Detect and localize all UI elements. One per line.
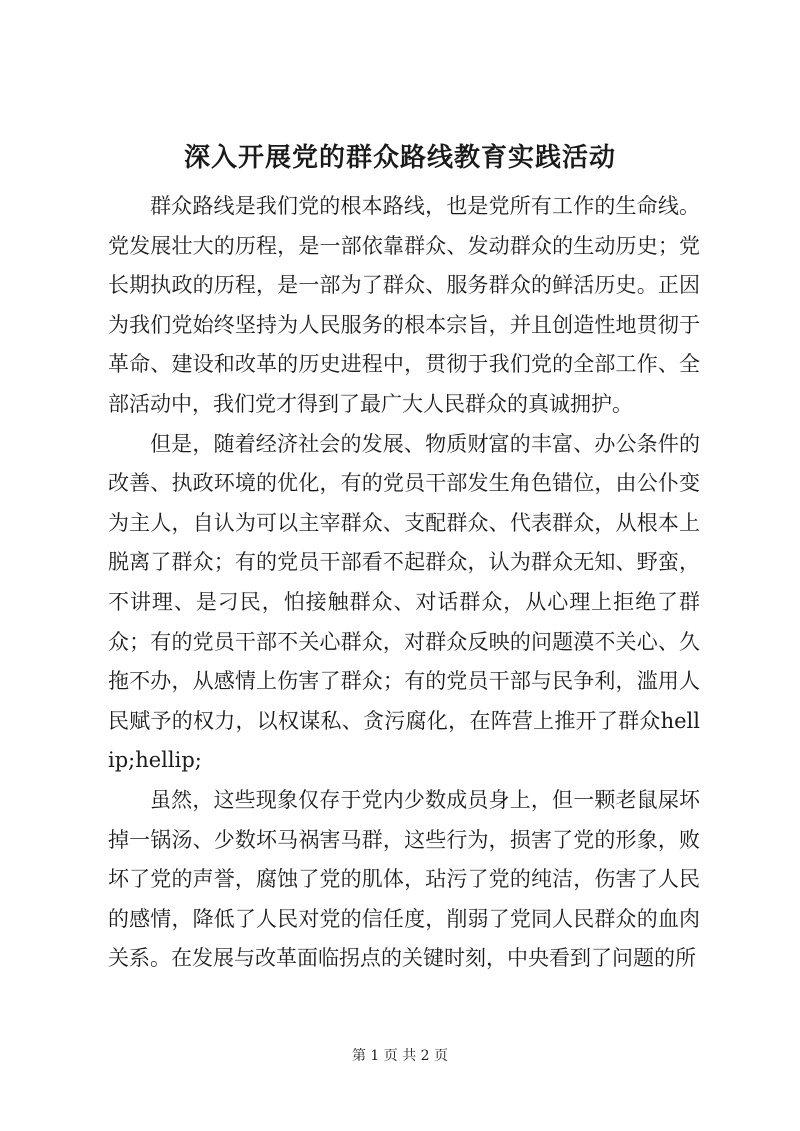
document-title: 深入开展党的群众路线教育实践活动 [183, 143, 616, 173]
page-number-footer: 第 1 页 共 2 页 [351, 1048, 449, 1064]
paragraph-3: 虽然，这些现象仅存于党内少数成员身上，但一颗老鼠屎坏掉一锅汤、少数坏马祸害马群，这些行为，损害了党的形象，败坏了党的声誉，腐蚀了党的肌体，玷污了党的纯洁，伤害了人民的感情，降低了人民对党的信任度，削弱了党同人民群众的血肉关系。在发展与改革面临拐点的关键时刻，中央看到了问题的所 [108, 787, 700, 971]
paragraph-2: 但是，随着经济社会的发展、物质财富的丰富、办公条件的改善、执政环境的优化，有的党员干部发生角色错位，由公仆变为主人，自认为可以主宰群众、支配群众、代表群众，从根本上脱离了群众；有的党员干部看不起群众，认为群众无知、野蛮，不讲理、是刁民，怕接触群众、对话群众，从心理上拒绝了群众；有的党员干部不关心群众，对群众反映的问题漠不关心、久拖不办，从感情上伤害了群众；有的党员干部与民争利，滥用人民赋予的权力，以权谋私、贪污腐化，在阵营上推开了群众hellip;hellip; [108, 431, 700, 773]
document-body [108, 187, 700, 979]
paragraph-1: 群众路线是我们党的根本路线，也是党所有工作的生命线。党发展壮大的历程，是一部依靠群众、发动群众的生动历史；党长期执政的历程，是一部为了群众、服务群众的鲜活历史。正因为我们党始终坚持为人民服务的根本宗旨，并且创造性地贯彻于革命、建设和改革的历史进程中，贯彻于我们党的全部工作、全部活动中，我们党才得到了最广大人民群众的真诚拥护。 [108, 194, 700, 416]
